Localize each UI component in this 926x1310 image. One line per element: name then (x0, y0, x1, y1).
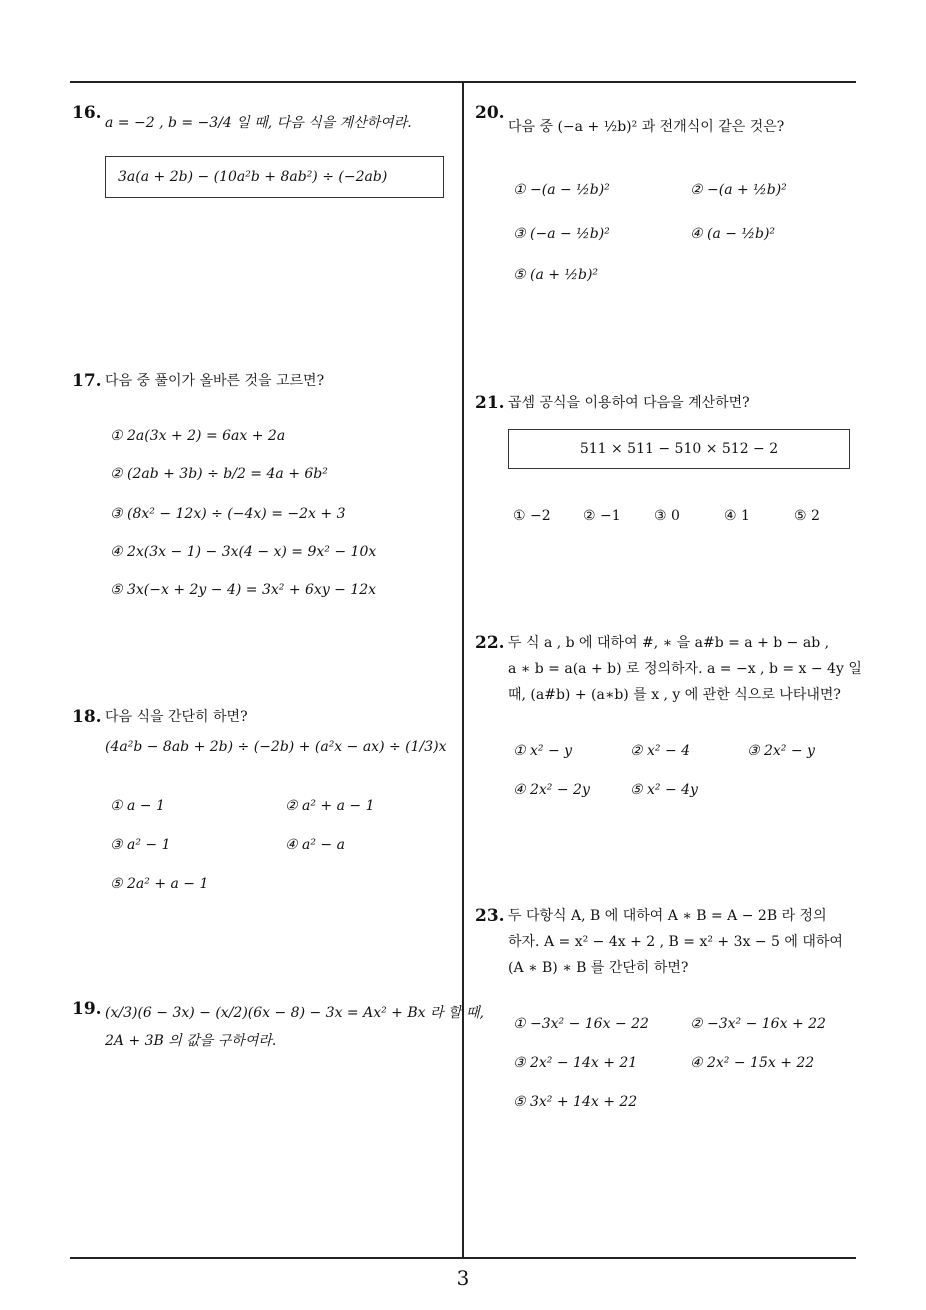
question-line-1: (x/3)(6 − 3x) − (x/2)(6x − 8) − 3x = Ax² + Bx 라 할 때, (105, 1005, 484, 1021)
option-1[interactable]: ① −(a − ½b)² (513, 182, 610, 198)
question-number: 19. (72, 999, 102, 1019)
question-18 (72, 704, 452, 764)
question-number: 16. (72, 103, 102, 123)
option-1[interactable]: ① x² − y (513, 743, 573, 759)
question-19 (72, 996, 484, 1056)
question-line-2: 하자. A = x² − 4x + 2 , B = x² + 3x − 5 에 대하여 (508, 934, 843, 950)
option-4[interactable]: ④ 2x² − 15x + 22 (690, 1055, 815, 1071)
question-line-1: 두 다항식 A, B 에 대하여 A ∗ B = A − 2B 라 정의 (508, 908, 827, 924)
question-21 (475, 390, 855, 420)
option-5[interactable]: ⑤ 2 (794, 508, 820, 524)
option-3[interactable]: ③ 0 (654, 508, 680, 524)
option-5[interactable]: ⑤ 2a² + a − 1 (110, 876, 209, 892)
option-2[interactable]: ② −3x² − 16x + 22 (690, 1016, 826, 1032)
page-number: 3 (456, 1266, 470, 1290)
option-2[interactable]: ② −1 (583, 508, 621, 524)
question-17 (72, 368, 452, 608)
question-22 (475, 630, 860, 720)
option-1[interactable]: ① −3x² − 16x − 22 (513, 1016, 649, 1032)
option-5[interactable]: ⑤ x² − 4y (630, 782, 698, 798)
option-5[interactable]: ⑤ 3x(−x + 2y − 4) = 3x² + 6xy − 12x (110, 582, 377, 598)
question-20 (475, 100, 855, 140)
question-expression: (4a²b − 8ab + 2b) ÷ (−2b) + (a²x − ax) ÷ (1/3)x (105, 739, 447, 755)
option-1[interactable]: ① 2a(3x + 2) = 6ax + 2a (110, 428, 286, 444)
question-text: 다음 식을 간단히 하면? (105, 709, 248, 725)
option-2[interactable]: ② a² + a − 1 (285, 798, 375, 814)
column-divider (462, 82, 464, 1258)
question-text: a = −2 , b = −3/4 일 때, 다음 식을 계산하여라. (105, 115, 412, 131)
option-4[interactable]: ④ a² − a (285, 837, 345, 853)
question-number: 22. (475, 633, 505, 653)
question-text: 다음 중 풀이가 올바른 것을 고르면? (105, 373, 325, 389)
question-number: 20. (475, 103, 505, 123)
question-text: 곱셈 공식을 이용하여 다음을 계산하면? (508, 395, 750, 411)
option-3[interactable]: ③ 2x² − 14x + 21 (513, 1055, 638, 1071)
question-line-2: 2A + 3B 의 값을 구하여라. (105, 1033, 277, 1049)
option-5[interactable]: ⑤ (a + ½b)² (513, 267, 599, 283)
question-line-2: a ∗ b = a(a + b) 로 정의하자. a = −x , b = x − 4y 일 (508, 661, 862, 677)
option-3[interactable]: ③ 2x² − y (747, 743, 815, 759)
question-line-3: 때, (a#b) + (a∗b) 를 x , y 에 관한 식으로 나타내면? (508, 687, 841, 703)
question-number: 18. (72, 707, 102, 727)
option-3[interactable]: ③ a² − 1 (110, 837, 171, 853)
option-5[interactable]: ⑤ 3x² + 14x + 22 (513, 1094, 638, 1110)
question-number: 17. (72, 371, 102, 391)
question-number: 23. (475, 906, 505, 926)
option-2[interactable]: ② −(a + ½b)² (690, 182, 787, 198)
expression-text: 511 × 511 − 510 × 512 − 2 (579, 441, 779, 457)
question-23 (475, 903, 860, 993)
option-2[interactable]: ② (2ab + 3b) ÷ b/2 = 4a + 6b² (110, 466, 328, 482)
option-4[interactable]: ④ 2x(3x − 1) − 3x(4 − x) = 9x² − 10x (110, 544, 377, 560)
expression-box (508, 429, 850, 469)
option-4[interactable]: ④ 1 (724, 508, 750, 524)
question-line-1: 두 식 a , b 에 대하여 #, ∗ 을 a#b = a + b − ab , (508, 635, 830, 651)
option-4[interactable]: ④ (a − ½b)² (690, 226, 776, 242)
expression-box (105, 156, 444, 198)
bottom-rule (70, 1257, 856, 1259)
option-3[interactable]: ③ (−a − ½b)² (513, 226, 610, 242)
option-1[interactable]: ① −2 (513, 508, 551, 524)
question-text: 다음 중 (−a + ½b)² 과 전개식이 같은 것은? (508, 119, 785, 135)
option-1[interactable]: ① a − 1 (110, 798, 165, 814)
question-line-3: (A ∗ B) ∗ B 를 간단히 하면? (508, 960, 689, 976)
option-2[interactable]: ② x² − 4 (630, 743, 691, 759)
option-3[interactable]: ③ (8x² − 12x) ÷ (−4x) = −2x + 3 (110, 506, 346, 522)
option-4[interactable]: ④ 2x² − 2y (513, 782, 590, 798)
expression-text: 3a(a + 2b) − (10a²b + 8ab²) ÷ (−2ab) (118, 169, 388, 185)
question-number: 21. (475, 393, 505, 413)
